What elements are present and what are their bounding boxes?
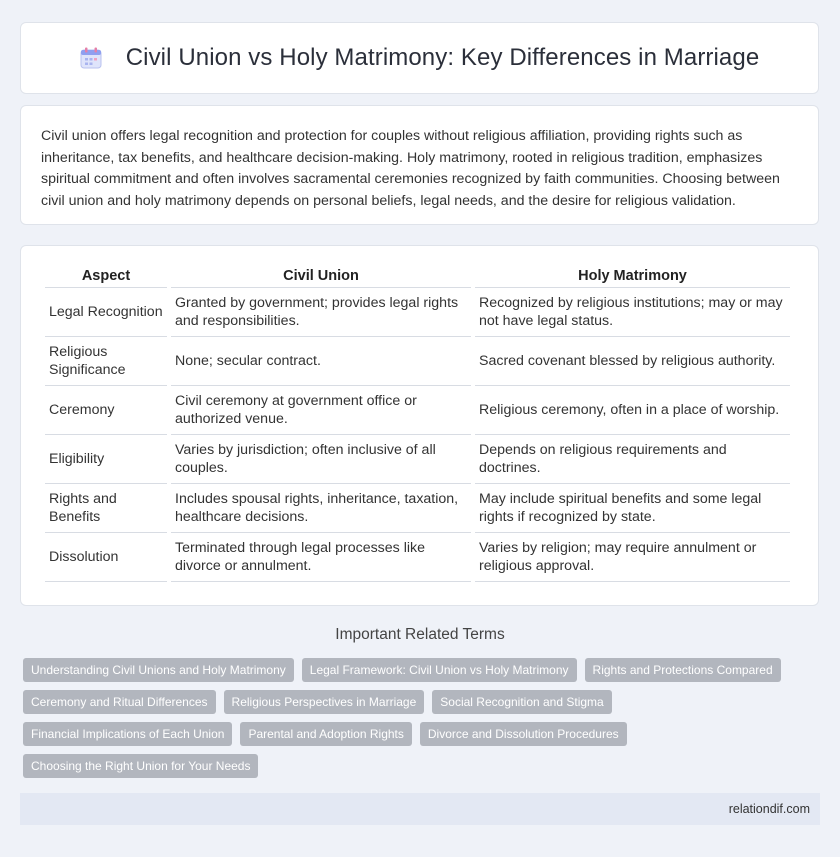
table-cell-holy-matrimony: May include spiritual benefits and some legal rights if recognized by state. xyxy=(475,484,790,533)
page-title: Civil Union vs Holy Matrimony: Key Differences in Marriage xyxy=(125,44,760,71)
calendar-icon xyxy=(80,47,102,69)
footer-site-link[interactable]: relationdif.com xyxy=(728,802,810,816)
column-header-holy-matrimony: Holy Matrimony xyxy=(475,264,790,288)
related-term-tag[interactable]: Legal Framework: Civil Union vs Holy Matrimony xyxy=(302,658,577,682)
footer xyxy=(20,793,820,825)
table-cell-civil-union: Varies by jurisdiction; often inclusive of all couples. xyxy=(171,435,471,484)
related-term-tag[interactable]: Rights and Protections Compared xyxy=(585,658,781,682)
table-header-row xyxy=(45,264,790,288)
header-card xyxy=(20,22,819,94)
table-cell-aspect: Ceremony xyxy=(45,386,167,435)
related-terms-title: Important Related Terms xyxy=(335,626,505,643)
comparison-table xyxy=(41,264,794,582)
table-cell-aspect: Religious Significance xyxy=(45,337,167,386)
related-terms-list xyxy=(23,658,803,786)
table-cell-holy-matrimony: Religious ceremony, often in a place of worship. xyxy=(475,386,790,435)
column-header-aspect: Aspect xyxy=(45,264,167,288)
intro-text: Civil union offers legal recognition and protection for couples without religious affiliation, providing rights such as inheritance, tax benefits, and healthcare decision-making. Holy matrimony, rooted in religious tradition, emphasizes spiritual commitment and often involves sacramental ceremonies recognized by faith communities. Choosing between civil union and holy matrimony depends on personal beliefs, legal needs, and the desire for religious validation. xyxy=(41,128,780,209)
table-cell-civil-union: Includes spousal rights, inheritance, taxation, healthcare decisions. xyxy=(171,484,471,533)
related-term-tag[interactable]: Understanding Civil Unions and Holy Matrimony xyxy=(23,658,294,682)
related-term-tag[interactable]: Social Recognition and Stigma xyxy=(432,690,611,714)
intro-card xyxy=(20,105,819,225)
related-term-tag[interactable]: Ceremony and Ritual Differences xyxy=(23,690,216,714)
table-row xyxy=(45,484,790,533)
table-row xyxy=(45,533,790,582)
table-cell-aspect: Legal Recognition xyxy=(45,288,167,337)
related-term-tag[interactable]: Choosing the Right Union for Your Needs xyxy=(23,754,258,778)
related-term-tag[interactable]: Religious Perspectives in Marriage xyxy=(224,690,425,714)
table-cell-aspect: Dissolution xyxy=(45,533,167,582)
table-cell-civil-union: Civil ceremony at government office or authorized venue. xyxy=(171,386,471,435)
table-cell-civil-union: Granted by government; provides legal rights and responsibilities. xyxy=(171,288,471,337)
table-row xyxy=(45,386,790,435)
table-cell-aspect: Rights and Benefits xyxy=(45,484,167,533)
table-cell-holy-matrimony: Varies by religion; may require annulment or religious approval. xyxy=(475,533,790,582)
table-cell-civil-union: Terminated through legal processes like divorce or annulment. xyxy=(171,533,471,582)
table-row xyxy=(45,435,790,484)
table-row xyxy=(45,337,790,386)
column-header-civil-union: Civil Union xyxy=(171,264,471,288)
related-term-tag[interactable]: Financial Implications of Each Union xyxy=(23,722,232,746)
table-row xyxy=(45,288,790,337)
related-term-tag[interactable]: Parental and Adoption Rights xyxy=(240,722,411,746)
table-cell-holy-matrimony: Depends on religious requirements and doctrines. xyxy=(475,435,790,484)
table-cell-aspect: Eligibility xyxy=(45,435,167,484)
comparison-table-card xyxy=(20,245,819,606)
related-term-tag[interactable]: Divorce and Dissolution Procedures xyxy=(420,722,627,746)
table-cell-holy-matrimony: Sacred covenant blessed by religious authority. xyxy=(475,337,790,386)
table-cell-civil-union: None; secular contract. xyxy=(171,337,471,386)
table-cell-holy-matrimony: Recognized by religious institutions; may or may not have legal status. xyxy=(475,288,790,337)
